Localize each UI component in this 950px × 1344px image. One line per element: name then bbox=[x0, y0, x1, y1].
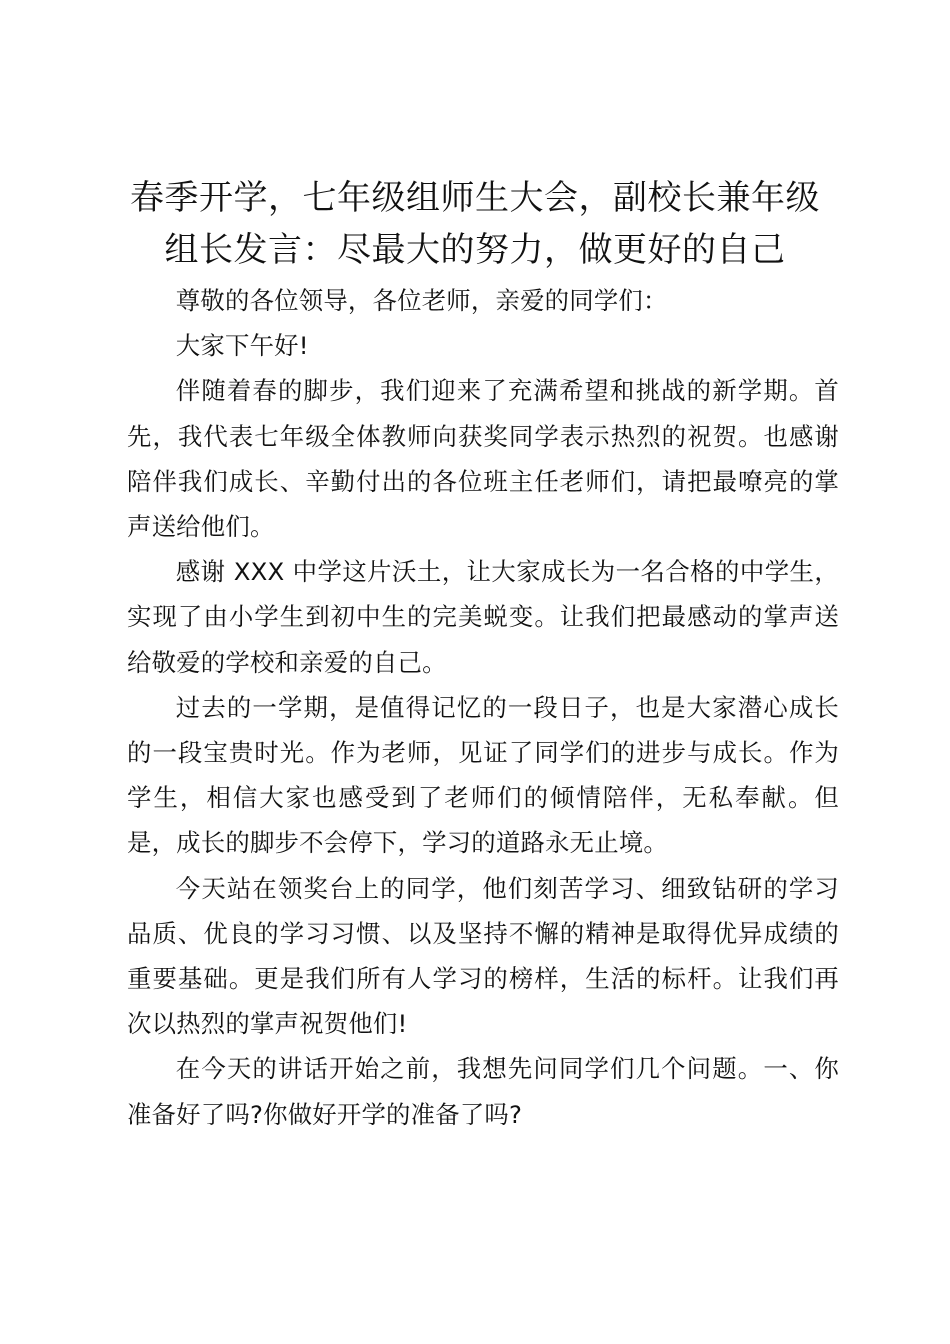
paragraph-4: 今天站在领奖台上的同学，他们刻苦学习、细致钻研的学习品质、优良的学习习惯、以及坚持不懈的精神是取得优异成绩的重要基础。更是我们所有人学习的榜样，生活的标杆。让我们再次以热烈的掌声祝贺他们! bbox=[127, 873, 839, 1039]
paragraph-2: 感谢 XXX 中学这片沃土，让大家成长为一名合格的中学生，实现了由小学生到初中生的完美蜕变。让我们把最感动的掌声送给敬爱的学校和亲爱的自己。 bbox=[127, 557, 839, 677]
paragraph-5: 在今天的讲话开始之前，我想先问同学们几个问题。一、你准备好了吗?你做好开学的准备了吗? bbox=[127, 1054, 839, 1129]
document-title bbox=[110, 172, 840, 276]
paragraph-salutation: 尊敬的各位领导，各位老师，亲爱的同学们： bbox=[175, 286, 668, 315]
title-line-1: 春季开学，七年级组师生大会，副校长兼年级 bbox=[130, 178, 820, 218]
paragraph-3: 过去的一学期，是值得记忆的一段日子，也是大家潜心成长的一段宝贵时光。作为老师，见证了同学们的进步与成长。作为学生，相信大家也感受到了老师们的倾情陪伴，无私奉献。但是，成长的脚步不会停下，学习的道路永无止境。 bbox=[127, 692, 839, 858]
document-body bbox=[127, 278, 839, 1137]
paragraph-1: 伴随着春的脚步，我们迎来了充满希望和挑战的新学期。首先，我代表七年级全体教师向获奖同学表示热烈的祝贺。也感谢陪伴我们成长、辛勤付出的各位班主任老师们，请把最嘹亮的掌声送给他们。 bbox=[127, 376, 839, 542]
paragraph-greeting: 大家下午好! bbox=[175, 331, 309, 361]
title-line-2: 组长发言：尽最大的努力，做更好的自己 bbox=[164, 230, 786, 270]
